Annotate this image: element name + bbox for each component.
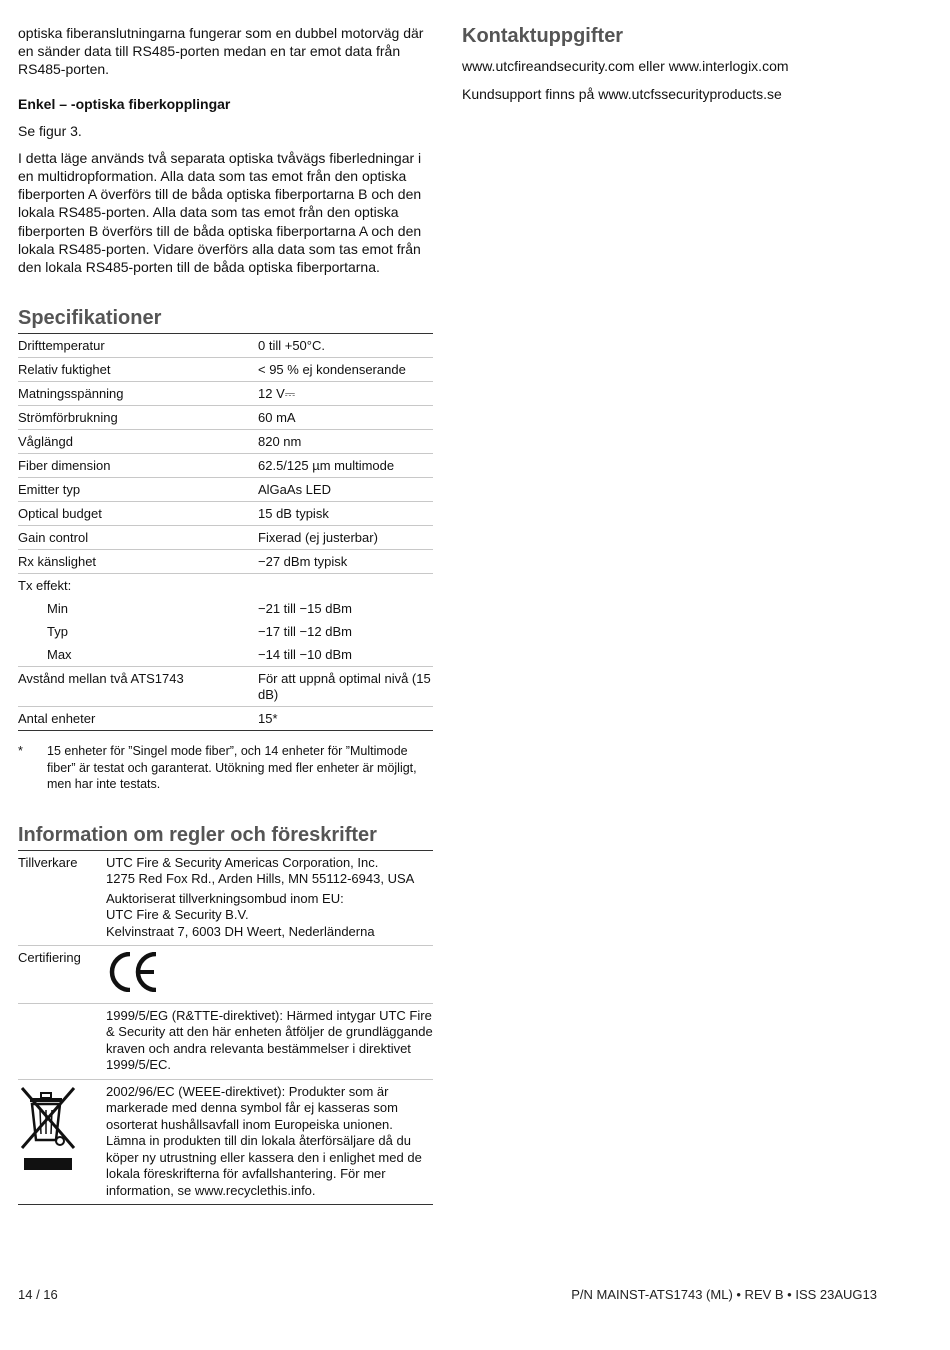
spec-value: −21 till −15 dBm (258, 601, 352, 617)
spec-row (18, 620, 433, 643)
eu-rep-name: UTC Fire & Security B.V. (106, 907, 249, 923)
specifications-table (18, 333, 433, 731)
regulatory-table (18, 850, 433, 1206)
footnote-marker: * (18, 744, 23, 759)
spec-footnote (18, 743, 433, 793)
contact-websites: www.utcfireandsecurity.com eller www.interlogix.com (462, 58, 789, 74)
reg-row-certification (18, 946, 433, 1004)
eu-rep-address: Kelvinstraat 7, 6003 DH Weert, Nederländerna (106, 923, 375, 939)
contact-support: Kundsupport finns på www.utcfssecurityproducts.se (462, 86, 782, 102)
spec-key: Optical budget (18, 502, 258, 526)
right-column (462, 24, 902, 113)
spec-key: Typ (47, 624, 68, 640)
spec-row (18, 643, 433, 667)
spec-key: Gain control (18, 526, 258, 550)
regulatory-heading: Information om regler och föreskrifter (18, 823, 377, 846)
spec-row (18, 667, 433, 707)
mode-heading: Enkel – -optiska fiberkopplingar (18, 95, 231, 112)
spec-key: Våglängd (18, 430, 258, 454)
spec-row (18, 334, 433, 358)
spec-key: Drifttemperatur (18, 334, 258, 358)
spec-row (18, 358, 433, 382)
spec-value (258, 574, 433, 598)
spec-value: 12 V⎓ (258, 382, 433, 406)
ce-mark-icon (106, 950, 162, 998)
intro-paragraph: optiska fiberanslutningarna fungerar som en dubbel motorväg där en sänder data till RS485-porten medan en tar emot data från RS485-porten. (18, 25, 424, 78)
spec-value: 60 mA (258, 406, 433, 430)
spec-key: Relativ fuktighet (18, 358, 258, 382)
spec-row (18, 478, 433, 502)
spec-row (18, 502, 433, 526)
spec-key: Emitter typ (18, 478, 258, 502)
spec-row (18, 550, 433, 574)
spec-key: Rx känslighet (18, 550, 258, 574)
spec-row (18, 406, 433, 430)
spec-value: Fixerad (ej justerbar) (258, 526, 433, 550)
spec-value: −17 till −12 dBm (258, 624, 352, 640)
weee-bin-icon (18, 1162, 78, 1177)
spec-row (18, 454, 433, 478)
page-number: 14 / 16 (18, 1287, 58, 1302)
spec-key: Avstånd mellan två ATS1743 (18, 667, 258, 707)
spec-value: AlGaAs LED (258, 478, 433, 502)
manufacturer-name: UTC Fire & Security Americas Corporation, Inc. (106, 854, 379, 870)
spec-key: Max (18, 643, 258, 667)
spec-value: 15 dB typisk (258, 502, 433, 526)
spec-row (18, 707, 433, 731)
contact-heading: Kontaktuppgifter (462, 25, 624, 47)
spec-row (18, 574, 433, 598)
manufacturer-info (106, 850, 433, 946)
reg-row-rtte (18, 1003, 433, 1079)
footnote-text: 15 enheter för ”Singel mode fiber”, och 14 enheter för ”Multimode fiber” är testat och garanterat. Utökning med fler enheter är möjligt, men har inte testats. (47, 744, 417, 792)
spec-key: Matningsspänning (18, 382, 258, 406)
reg-row-weee (18, 1079, 433, 1205)
spec-value: 820 nm (258, 430, 433, 454)
spec-value: < 95 % ej kondenserande (258, 358, 433, 382)
rtte-text: 1999/5/EG (R&TTE-direktivet): Härmed intygar UTC Fire & Security att den här enheten åtföljer de grundläggande kraven och andra relevanta bestämmelser i direktivet 1999/5/EC. (106, 1003, 433, 1079)
spec-row (18, 526, 433, 550)
spec-value: För att uppnå optimal nivå (15 dB) (258, 667, 433, 707)
spec-key: Antal enheter (18, 707, 258, 731)
spec-row (18, 430, 433, 454)
spec-value: 62.5/125 µm multimode (258, 454, 433, 478)
document-reference: P/N MAINST-ATS1743 (ML) • REV B • ISS 23AUG13 (571, 1287, 877, 1302)
specifications-heading: Specifikationer (18, 307, 162, 330)
spec-value: 15* (258, 707, 433, 731)
spec-key: Strömförbrukning (18, 406, 258, 430)
eu-rep-heading: Auktoriserat tillverkningsombud inom EU: (106, 890, 344, 906)
spec-key: Min (47, 601, 68, 617)
weee-text: 2002/96/EC (WEEE-direktivet): Produkter som är markerade med denna symbol får ej kasseras som osorterat hushållsavfall inom Europeiska unionen. Lämna in produkten till din lokala återförsäljare då du köper ny utrustning eller kassera den i enlighet med de lokala föreskrifterna för avfallshantering. För mer information, se www.recyclethis.info. (106, 1079, 433, 1205)
spec-row (18, 382, 433, 406)
reg-label: Tillverkare (18, 850, 106, 946)
figure-reference: Se figur 3. (18, 122, 82, 139)
spec-key: Fiber dimension (18, 454, 258, 478)
reg-row-manufacturer (18, 850, 433, 946)
mode-description: I detta läge används två separata optiska tvåvägs fiberledningar i en multidropformation. Alla data som tas emot från den optiska fiberporten A överförs till de båda optiska fiberportarna B och den lokala RS485-porten. Alla data som tas emot från den optiska fiberporten B överförs till de båda optiska fiberportarna A och den lokala RS485-porten. Vidare överförs alla data som tas emot från den lokala RS485-porten till de båda optiska fiberportarna. (18, 149, 422, 276)
manufacturer-address: 1275 Red Fox Rd., Arden Hills, MN 55112-6943, USA (106, 871, 415, 887)
left-column (18, 24, 433, 1205)
reg-label: Certifiering (18, 946, 106, 1004)
spec-value: −27 dBm typisk (258, 550, 433, 574)
spec-key: Tx effekt: (18, 578, 72, 594)
spec-row (18, 597, 433, 620)
spec-value: 0 till +50°C. (258, 334, 433, 358)
spec-value: −14 till −10 dBm (258, 643, 433, 667)
